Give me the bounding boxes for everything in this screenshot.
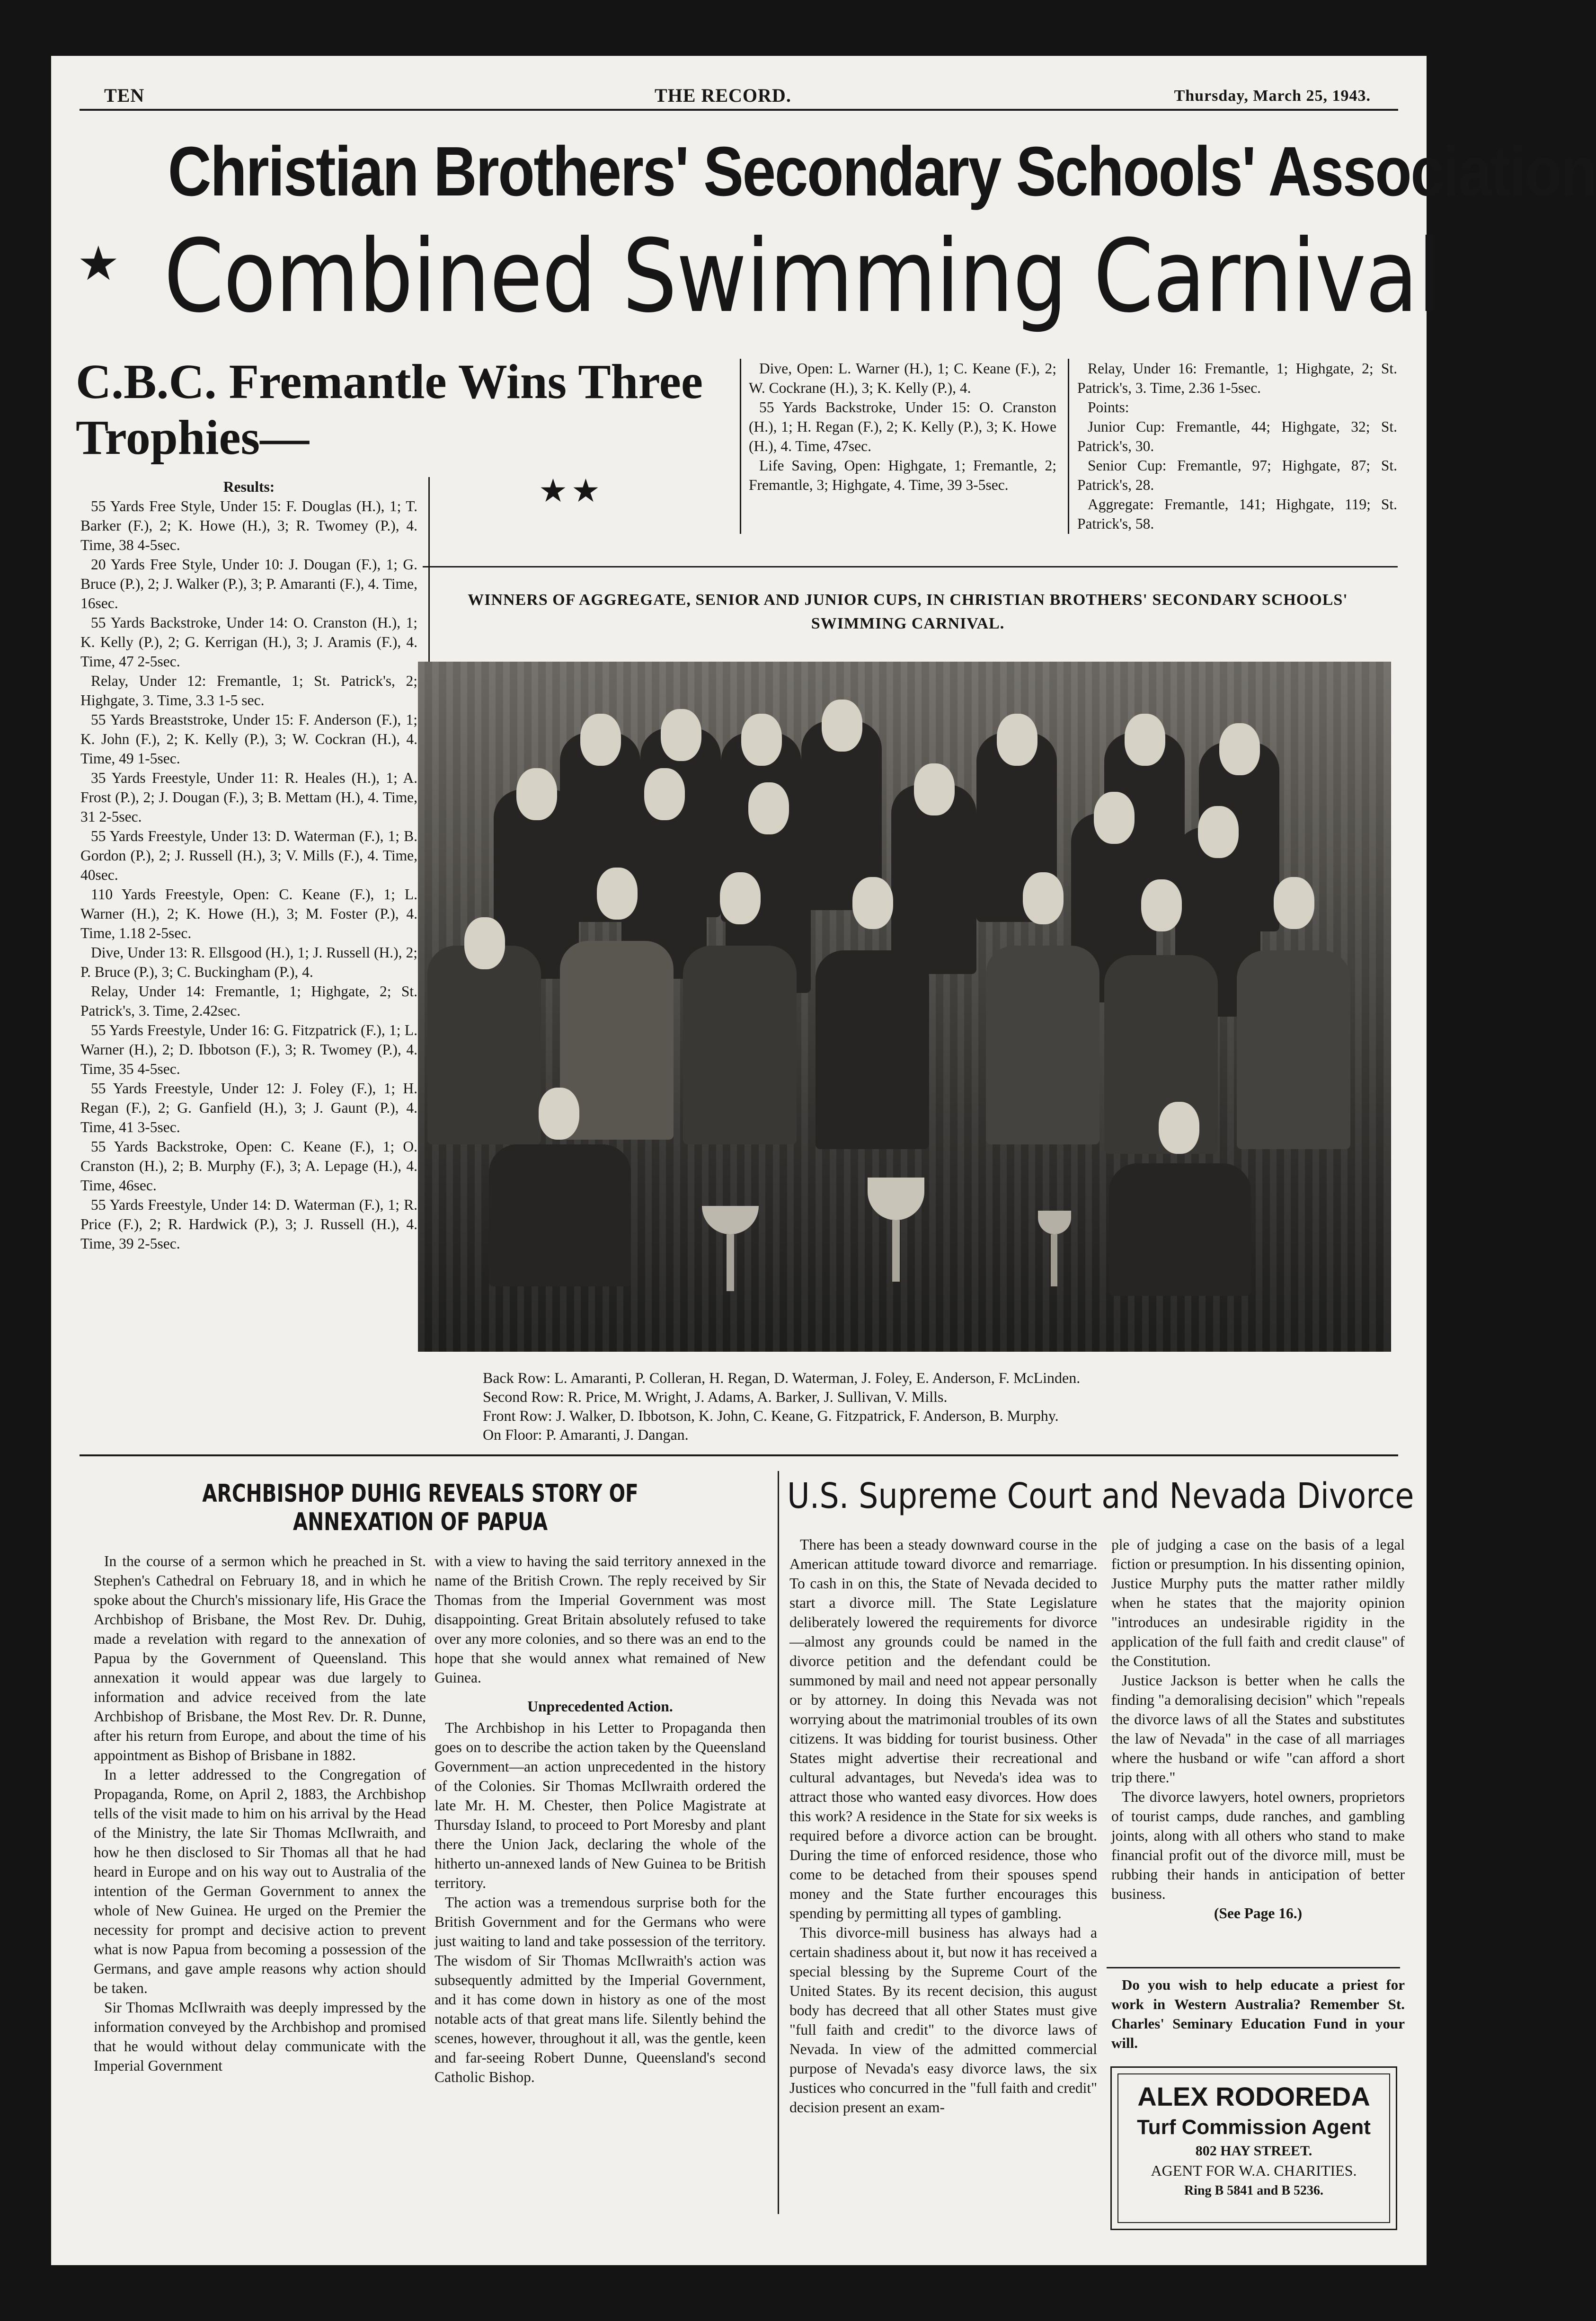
carnival-title: Combined Swimming Carnival <box>164 218 1441 335</box>
column-rule <box>1068 359 1069 534</box>
section-stars: ★★ <box>539 473 604 509</box>
result-item: 55 Yards Freestyle, Under 16: G. Fitzpatrick (F.), 1; L. Warner (H.), 2; D. Ibbotson (F.), 3; R. Twomey (P.), 4. Time, 35 4-5sec. <box>80 1022 417 1077</box>
result-item: 55 Yards Backstroke, Open: C. Keane (F.), 1; O. Cranston (H.), 2; B. Murphy (F.), 3; A. Lepage (H.), 4. Time, 46sec. <box>80 1138 417 1194</box>
association-title: Christian Brothers' Secondary Schools' Association <box>168 133 1596 211</box>
column-rule <box>778 1471 779 2214</box>
rodoreda-advert <box>1110 2066 1397 2230</box>
result-item: 55 Yards Freestyle, Under 12: J. Foley (F.), 1; H. Regan (F.), 2; G. Ganfield (H.), 3; J. Gaunt (P.), 4. Time, 41 3-5sec. <box>80 1080 417 1135</box>
second-row: Second Row: R. Price, M. Wright, J. Adams, A. Barker, J. Sullivan, V. Mills. <box>483 1388 948 1405</box>
photo-top-rule <box>423 566 1398 567</box>
result-item: 55 Yards Backstroke, Under 15: O. Cranston (H.), 1; H. Regan (F.), 2; K. Kelly (P.), 3; K. Howe (H.), 4. Time, 47sec. <box>749 399 1056 454</box>
paragraph: ple of judging a case on the basis of a legal fiction or presumption. In his dissenting opinion, Justice Murphy puts the matter rather mildly when he states that the majority opinion "introduces an undesirable rigidity in the application of the full faith and credit clause" of the Constitution. <box>1111 1536 1405 1669</box>
front-row: Front Row: J. Walker, D. Ibbotson, K. John, C. Keane, G. Fitzpatrick, F. Anderson, B. Murphy. <box>483 1407 1059 1424</box>
newspaper-page <box>51 56 1596 2265</box>
result-item: Relay, Under 12: Fremantle, 1; St. Patrick's, 2; Highgate, 3. Time, 3.3 1-5 sec. <box>80 673 417 709</box>
results-label: Results: <box>223 478 275 495</box>
result-item: 35 Yards Freestyle, Under 11: R. Heales (H.), 1; A. Frost (P.), 2; J. Dougan (F.), 3; B. Mettam (H.), 4. Time, 31 2-5sec. <box>80 770 417 825</box>
team-photo <box>418 662 1391 1352</box>
result-item: Aggregate: Fremantle, 141; Highgate, 119; St. Patrick's, 58. <box>1077 496 1397 532</box>
header-rule <box>80 109 1398 111</box>
photo-names <box>483 1368 1382 1444</box>
archbishop-column-2 <box>434 1551 766 2087</box>
paragraph: The action was a tremendous surprise both for the British Government and for the Germans who were just waiting to land and take possession of the territory. The wisdom of Sir Thomas McIlwraith's action was subsequently admitted by the Imperial Government, and it has come down in history as one of the most notable acts of that great mans life. Silently behind the scenes, however, throughout it all, was the gentle, keen and far-seeing Robert Dunne, Queensland's second Catholic Bishop. <box>434 1894 766 2085</box>
divorce-headline: U.S. Supreme Court and Nevada Divorce <box>787 1476 1414 1516</box>
ad-agent: AGENT FOR W.A. CHARITIES. <box>1151 2162 1357 2179</box>
result-item: 20 Yards Free Style, Under 10: J. Dougan (F.), 1; G. Bruce (P.), 2; J. Walker (P.), 3; P. Amaranti (F.), 4. Time, 16sec. <box>80 556 417 611</box>
ad-address: 802 HAY STREET. <box>1195 2143 1312 2159</box>
floor-row: On Floor: P. Amaranti, J. Dangan. <box>483 1426 689 1443</box>
result-item: Junior Cup: Fremantle, 44; Highgate, 32; St. Patrick's, 30. <box>1077 418 1397 454</box>
results-column-3 <box>1077 359 1397 533</box>
result-item: 55 Yards Free Style, Under 15: F. Douglas (H.), 1; T. Barker (F.), 2; K. Howe (H.), 3; R. Twomey (P.), 4. Time, 38 4-5sec. <box>80 498 417 553</box>
paragraph: The divorce lawyers, hotel owners, proprietors of tourist camps, dude ranches, and gambling joints, along with all others who stand to make financial profit out of the divorce mill, must be rubbing their hands in anticipation of better business. <box>1111 1789 1405 1902</box>
paragraph: In a letter addressed to the Congregation of Propaganda, Rome, on April 2, 1883, the Archbishop tells of the visit made to him on his arrival by the Head of the Ministry, the late Sir Thomas McIlwraith, and how he then disclosed to Sir Thomas all that he had heard in Europe and on his way out to Australia of the intention of the German Government to annex the whole of New Guinea. He urged on the Premier the necessity for prompt and decisive action to prevent what is now Papua from becoming a possession of the Germans, and gave ample reasons why action should be taken. <box>94 1766 426 1996</box>
archbishop-headline: ARCHBISHOP DUHIG REVEALS STORY OF ANNEXATION OF PAPUA <box>202 1479 638 1536</box>
result-item: Relay, Under 16: Fremantle, 1; Highgate, 2; St. Patrick's, 3. Time, 2.36 1-5sec. <box>1077 360 1397 396</box>
cbc-headline: C.B.C. Fremantle Wins Three Trophies— <box>76 354 703 465</box>
result-item: Dive, Open: L. Warner (H.), 1; C. Keane (F.), 2; W. Cockrane (H.), 3; K. Kelly (P.), 4. <box>749 360 1056 396</box>
notice-text: Do you wish to help educate a priest for work in Western Australia? Remember St. Charles' Seminary Education Fund in your will. <box>1111 1976 1405 2051</box>
subheading: Unprecedented Action. <box>527 1698 673 1715</box>
result-item: Points: <box>1088 399 1129 416</box>
result-item: 55 Yards Breaststroke, Under 15: F. Anderson (F.), 1; K. John (F.), 2; K. Kelly (P.), 3; W. Cockran (H.), 4. Time, 49 1-5sec. <box>80 711 417 767</box>
results-column-2 <box>749 359 1056 495</box>
ad-phone: Ring B 5841 and B 5236. <box>1184 2183 1324 2198</box>
paragraph: There has been a steady downward course in the American attitude toward divorce and remarriage. To cash in on this, the State of Nevada decided to start a divorce mill. The State Legislature deliberately lowered the requirements for divorce—almost any grounds could be named in the divorce petition and the defendant could be summoned by mail and need not appear personally or by attorney. In doing this Nevada was not worrying about the matrimonial troubles of its own citizens. It was bidding for tourist business. Other States might advertise their recreational and cultural advantages, but Neveda's idea was to attract those who wanted easy divorces. How does this work? A residence in the State for six weeks is required before a divorce action can be brought. During the time of enforced residence, those who come to be detached from their spouses spend money and the State further encourages this spending by permitting all types of gambling. <box>789 1536 1097 1922</box>
column-rule <box>740 359 741 534</box>
ad-title: Turf Commission Agent <box>1137 2116 1371 2139</box>
archbishop-column-1 <box>94 1551 426 2075</box>
result-item: Relay, Under 14: Fremantle, 1; Highgate, 2; St. Patrick's, 3. Time, 2.42sec. <box>80 983 417 1019</box>
ad-name: ALEX RODOREDA <box>1137 2082 1370 2111</box>
paragraph: with a view to having the said territory annexed in the name of the British Crown. The reply received by Sir Thomas from the Imperial Government was most disappointing. Great Britain absolutely refused to take over any more colonies, and so there was an end to the hope that she would annex what remained of New Guinea. <box>434 1553 766 1686</box>
section-rule <box>80 1454 1398 1456</box>
results-column <box>80 477 417 1253</box>
back-row: Back Row: L. Amaranti, P. Colleran, H. Regan, D. Waterman, J. Foley, E. Anderson, F. McLinden. <box>483 1369 1081 1386</box>
paragraph: Sir Thomas McIlwraith was deeply impressed by the information conveyed by the Archbishop and promised that he would without delay communicate with the Imperial Government <box>94 1999 426 2074</box>
page-number: TEN <box>104 85 145 106</box>
result-item: Life Saving, Open: Highgate, 1; Fremantle, 2; Fremantle, 3; Highgate, 4. Time, 39 3-5sec. <box>749 457 1056 493</box>
result-item: 55 Yards Backstroke, Under 14: O. Cranston (H.), 1; K. Kelly (P.), 2; G. Kerrigan (H.), 3; J. Aramis (F.), 4. Time, 47 2-5sec. <box>80 614 417 670</box>
divorce-column-1 <box>789 1535 1097 2117</box>
notice-rule <box>1107 1967 1400 1968</box>
result-item: Dive, Under 13: R. Ellsgood (H.), 1; J. Russell (H.), 2; P. Bruce (P.), 3; C. Buckingham (P.), 4. <box>80 944 417 980</box>
paper-name: THE RECORD. <box>655 85 791 106</box>
paragraph: In the course of a sermon which he preached in St. Stephen's Cathedral on February 18, and in which he spoke about the Church's missionary life, His Grace the Archbishop of Brisbane, the Most Rev. Dr. Duhig, made a revelation with regard to the annexation of Papua by the Government of Queensland. This annexation it would appear was due largely to information and advice received from the late Archbishop of Brisbane, the Most Rev. Dr. R. Dunne, after his return from Europe, and about the time of his appointment as Bishop of Brisbane in 1882. <box>94 1553 426 1763</box>
divorce-column-2 <box>1111 1535 1405 1923</box>
result-item: 55 Yards Freestyle, Under 14: D. Waterman (F.), 1; R. Price (F.), 2; R. Hardwick (P.), 3; J. Russell (H.), 4. Time, 39 2-5sec. <box>80 1196 417 1252</box>
result-item: 110 Yards Freestyle, Open: C. Keane (F.), 1; L. Warner (H.), 2; K. Howe (H.), 3; M. Foster (P.), 4. Time, 1.18 2-5sec. <box>80 886 417 941</box>
see-page: (See Page 16.) <box>1214 1905 1303 1922</box>
result-item: Senior Cup: Fremantle, 97; Highgate, 87; St. Patrick's, 28. <box>1077 457 1397 493</box>
paragraph: Justice Jackson is better when he calls the finding "a demoralising decision" which "repeals the divorce laws of all the States and substitutes the law of Nevada" in the case of all marriages where the husband or wife "can afford a short trip there." <box>1111 1672 1405 1786</box>
photo-caption: WINNERS OF AGGREGATE, SENIOR AND JUNIOR CUPS, IN CHRISTIAN BROTHERS' SECONDARY SCHOOLS' SWIMMING CARNIVAL. <box>468 591 1348 632</box>
result-item: 55 Yards Freestyle, Under 13: D. Waterman (F.), 1; B. Gordon (P.), 2; J. Russell (H.), 3; V. Mills (F.), 4. Time, 40sec. <box>80 828 417 883</box>
issue-date: Thursday, March 25, 1943. <box>1174 87 1371 105</box>
seminary-notice <box>1111 1975 1405 2053</box>
paragraph: This divorce-mill business has always had a certain shadiness about it, but now it has received a special blessing by the Supreme Court of the United States. By its recent decision, this august body has decreed that all other States must give "full faith and credit" to the divorce laws of Nevada. In view of the admitted commercial purpose of Nevada's easy divorce laws, the six Justices who concurred in the "full faith and credit" decision present an exam- <box>789 1924 1097 2116</box>
star-icon: ★ <box>77 238 120 290</box>
paragraph: The Archbishop in his Letter to Propaganda then goes on to describe the action taken by the Queensland Government—an action unprecedented in the history of the Colonies. Sir Thomas McIlwraith ordered the late Mr. H. M. Chester, then Police Magistrate at Thursday Island, to proceed to Port Moresby and plant there the Union Jack, declaring the whole of the hitherto un-annexed lands of New Guinea to be British territory. <box>434 1719 766 1891</box>
